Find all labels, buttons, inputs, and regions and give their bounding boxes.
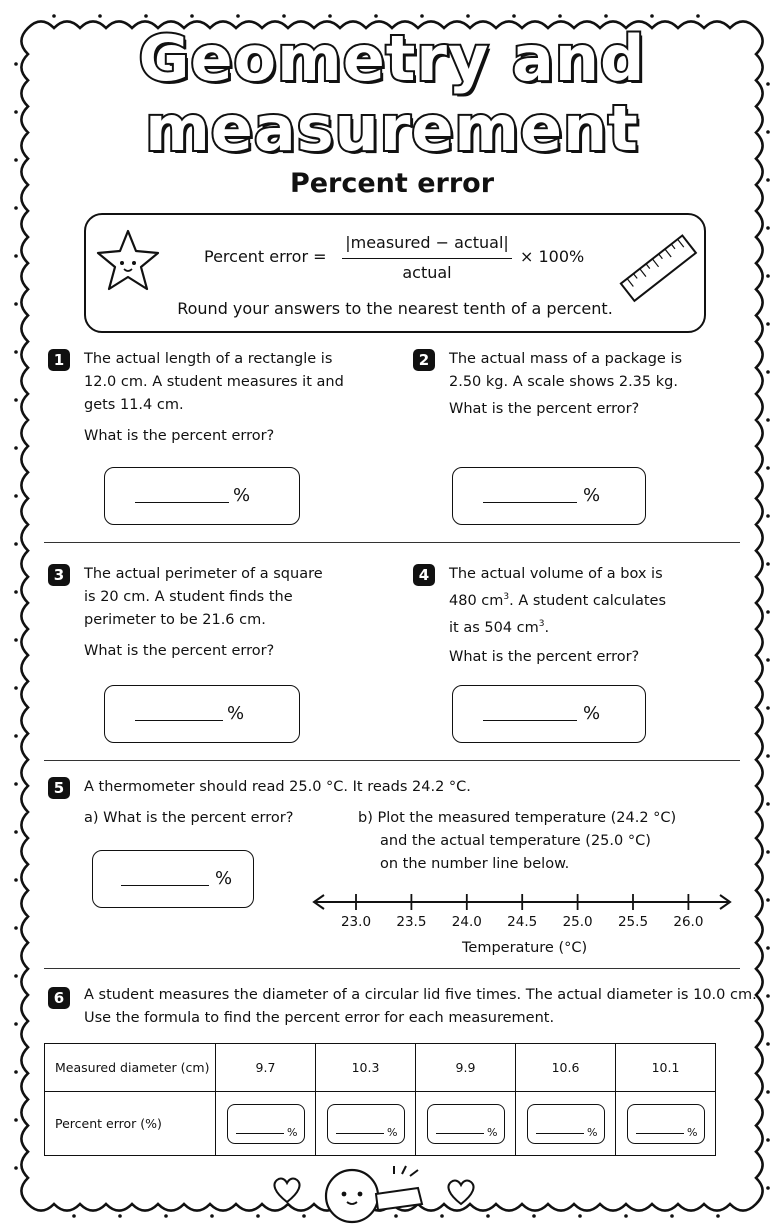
measurement-table: [44, 1043, 716, 1156]
answer-blank[interactable]: [483, 720, 577, 721]
number-line-axis-label: Temperature (°C): [462, 940, 588, 956]
table-row: [45, 1092, 716, 1156]
fraction-bar: [342, 258, 512, 259]
formula-numerator: |measured − actual|: [345, 233, 509, 252]
number-line-tick-label: 24.0: [451, 914, 482, 930]
measurement-cell: 10.1: [616, 1044, 716, 1092]
question-2-ask: What is the percent error?: [449, 401, 640, 417]
question-6-line: A student measures the diameter of a circular lid five times. The actual diameter is 10.0 cm.: [84, 987, 757, 1003]
heart-icon: [270, 1174, 304, 1206]
row-header-percent-error: Percent error (%): [45, 1092, 216, 1156]
question-1-ask: What is the percent error?: [84, 428, 275, 444]
measurement-cell: 10.6: [516, 1044, 616, 1092]
number-line-tick-label: 23.5: [396, 914, 427, 930]
mini-answer-box[interactable]: %: [427, 1104, 505, 1144]
number-line-tick-label: 23.0: [340, 914, 372, 930]
question-2-line: The actual mass of a package is: [449, 351, 683, 367]
question-4-line: The actual volume of a box is: [449, 566, 663, 582]
measurement-cell: 9.9: [416, 1044, 516, 1092]
section-divider: [44, 968, 740, 969]
percent-error-cell: [516, 1092, 616, 1156]
mini-answer-box[interactable]: %: [627, 1104, 705, 1144]
formula-denominator: actual: [402, 263, 452, 282]
formula-box: [84, 213, 706, 333]
title-line-2: measurement: [145, 92, 639, 165]
percent-error-cell: [316, 1092, 416, 1156]
measurement-cell: 10.3: [316, 1044, 416, 1092]
question-5-part-b: [358, 807, 676, 876]
question-2-number: 2: [413, 349, 435, 371]
percent-sign: %: [215, 868, 233, 889]
question-3-line: is 20 cm. A student finds the: [84, 589, 293, 605]
question-5-text: A thermometer should read 25.0 °C. It reads 24.2 °C.: [84, 779, 471, 795]
question-5-number: 5: [48, 777, 70, 799]
percent-sign: %: [583, 703, 601, 724]
answer-blank[interactable]: [135, 502, 229, 503]
ruler-icon: [616, 229, 702, 309]
question-2-line: 2.50 kg. A scale shows 2.35 kg.: [449, 374, 678, 390]
question-3-line: The actual perimeter of a square: [84, 566, 323, 582]
percent-error-cell: [216, 1092, 316, 1156]
question-1-line: The actual length of a rectangle is: [84, 351, 333, 367]
question-1-line: 12.0 cm. A student measures it and: [84, 374, 344, 390]
formula-multiplier: × 100%: [520, 247, 585, 266]
question-2-text: [449, 348, 682, 421]
title-line-1: Geometry and: [138, 22, 646, 95]
number-line-tick-label: 25.5: [617, 914, 649, 930]
formula-lhs: Percent error =: [204, 247, 327, 266]
question-1-line: gets 11.4 cm.: [84, 397, 184, 413]
question-3-ask: What is the percent error?: [84, 643, 275, 659]
question-6-line: Use the formula to find the percent error for each measurement.: [84, 1010, 555, 1026]
question-4-text: [449, 563, 666, 669]
question-4-line: it as 504 $cm^3$.: [449, 618, 550, 636]
percent-sign: %: [583, 485, 601, 506]
question-4-line: 480 $cm^3$. A student calculates: [449, 592, 667, 609]
table-row: [45, 1044, 716, 1092]
question-1-text: [84, 348, 344, 448]
section-divider: [44, 542, 740, 543]
answer-blank[interactable]: [135, 720, 223, 721]
answer-box-3[interactable]: [104, 685, 300, 743]
question-6-text: [84, 984, 757, 1030]
question-3-line: perimeter to be 21.6 cm.: [84, 612, 266, 628]
tape-measure-icon: [318, 1164, 430, 1226]
question-6-number: 6: [48, 987, 70, 1009]
mini-answer-box[interactable]: %: [227, 1104, 305, 1144]
answer-blank[interactable]: [121, 885, 209, 886]
question-1-number: 1: [48, 349, 70, 371]
question-4-ask: What is the percent error?: [449, 648, 640, 665]
subtitle: Percent error: [289, 168, 495, 199]
answer-box-1[interactable]: [104, 467, 300, 525]
question-3-number: 3: [48, 564, 70, 586]
star-icon: [92, 227, 164, 293]
row-header-measured: Measured diameter (cm): [45, 1044, 216, 1092]
percent-error-cell: [616, 1092, 716, 1156]
number-line-tick-label: 24.5: [507, 914, 538, 930]
answer-blank[interactable]: [483, 502, 577, 503]
heart-icon: [444, 1176, 478, 1208]
part-b-line: on the number line below.: [380, 856, 570, 872]
number-line-tick-label: 26.0: [673, 914, 704, 930]
answer-box-5[interactable]: [92, 850, 254, 908]
measurement-cell: 9.7: [216, 1044, 316, 1092]
percent-sign: %: [227, 703, 245, 724]
answer-box-4[interactable]: [452, 685, 646, 743]
answer-box-2[interactable]: [452, 467, 646, 525]
section-divider: [44, 760, 740, 761]
question-4-number: 4: [413, 564, 435, 586]
question-5-part-a: a) What is the percent error?: [84, 810, 294, 826]
question-3-text: [84, 563, 323, 663]
part-b-line: and the actual temperature (25.0 °C): [380, 833, 651, 849]
mini-answer-box[interactable]: %: [327, 1104, 405, 1144]
percent-error-cell: [416, 1092, 516, 1156]
part-b-line: b) Plot the measured temperature (24.2 °C): [358, 810, 677, 826]
formula-instruction: Round your answers to the nearest tenth of a percent.: [177, 299, 613, 318]
percent-sign: %: [233, 485, 251, 506]
number-line-tick-label: 25.0: [562, 914, 593, 930]
mini-answer-box[interactable]: %: [527, 1104, 605, 1144]
